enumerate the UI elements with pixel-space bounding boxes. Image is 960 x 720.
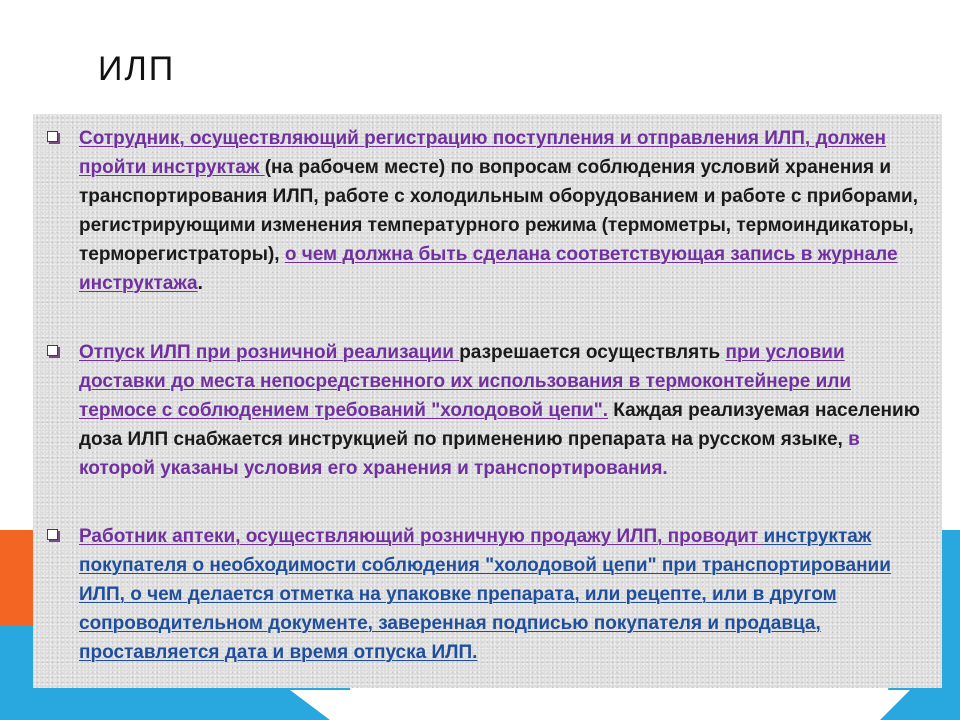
bullet-item xyxy=(33,338,942,483)
bullet-text xyxy=(33,522,942,667)
bullet-segment: при условии доставки до места непосредственного их использования в термоконтейнере или термосе с соблюдением требований "холодовой цепи". xyxy=(79,342,852,421)
bullet-segment: . xyxy=(197,273,203,294)
checkbox-square-icon xyxy=(47,529,58,540)
bullet-text xyxy=(33,338,942,483)
white-decor-band xyxy=(290,690,910,720)
slide-title: ИЛП xyxy=(98,50,176,88)
bullet-segment: Работник аптеки, осуществляющий розничную продажу ИЛП, проводит xyxy=(79,526,764,547)
bullet-segment: Каждая реализуемая населению доза ИЛП снабжается инструкцией по применению препарата на русском языке, xyxy=(79,400,920,450)
checkbox-square-icon xyxy=(47,131,58,142)
checkbox-square-icon xyxy=(47,345,58,356)
bullet-segment: разрешается осуществлять xyxy=(459,342,726,363)
content-panel xyxy=(33,114,942,688)
bullet-text xyxy=(33,124,942,298)
bullet-segment: (на рабочем месте) по вопросам соблюдения условий хранения и транспортирования ИЛП, работе с холодильным оборудованием и работе с приборами, регистрирующими изменения температурного режима (термометры, термоиндикаторы, терморегистраторы), xyxy=(79,157,918,265)
bullet-segment: Сотрудник, осуществляющий регистрацию поступления и отправления ИЛП, должен пройти инструктаж xyxy=(79,128,886,178)
bullet-item xyxy=(33,124,942,298)
bullet-segment: о чем должна быть сделана соответствующая запись в журнале инструктажа xyxy=(79,244,898,294)
bullet-segment: инструктаж покупателя о необходимости соблюдения "холодовой цепи" при транспортировании ИЛП, о чем делается отметка на упаковке препарата, или рецепте, или в другом сопроводительном документе, заверенная подписью покупателя и продавца, проставляется дата и время отпуска ИЛП. xyxy=(79,526,891,663)
bullet-item xyxy=(33,522,942,667)
bullet-segment: в которой указаны условия его хранения и транспортирования. xyxy=(79,429,860,479)
bullet-segment: Отпуск ИЛП при розничной реализации xyxy=(79,342,460,363)
